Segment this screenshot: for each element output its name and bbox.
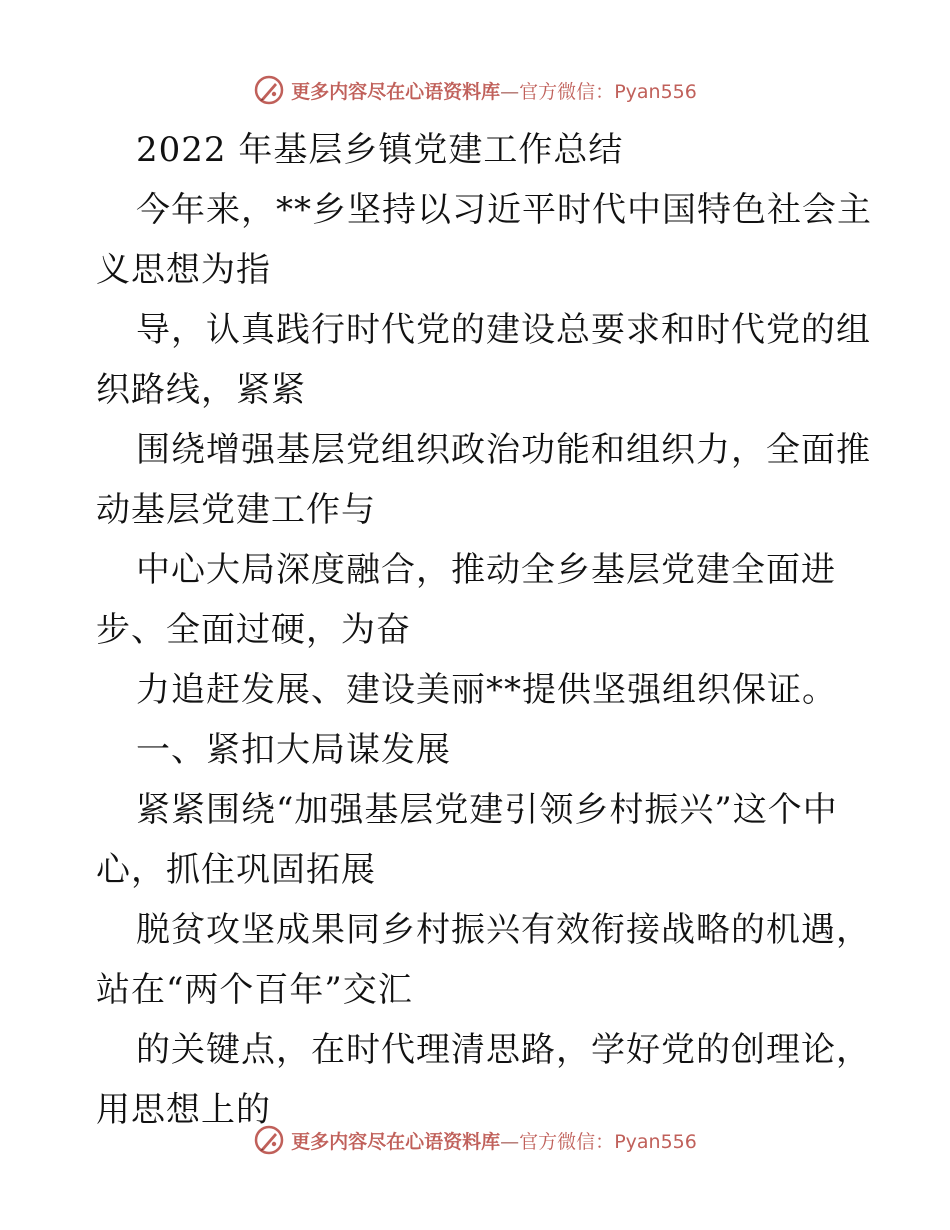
footer-watermark-content bbox=[253, 1124, 697, 1156]
document-line: 织路线，紧紧 bbox=[96, 370, 306, 410]
document-line: 用思想上的 bbox=[96, 1090, 271, 1130]
document-line: 导，认真践行时代党的建设总要求和时代党的组 bbox=[136, 310, 871, 350]
watermark-wechat-id: Pyan556 bbox=[614, 80, 697, 103]
document-line: 一、紧扣大局谋发展 bbox=[136, 730, 451, 770]
document-line: 2022 年基层乡镇党建工作总结 bbox=[136, 130, 624, 170]
header-watermark bbox=[0, 70, 950, 110]
document-line: 步、全面过硬，为奋 bbox=[96, 610, 411, 650]
document-line: 力追赶发展、建设美丽**提供坚强组织保证。 bbox=[136, 670, 837, 710]
quill-pen-logo-icon bbox=[253, 1124, 285, 1156]
watermark-part1: 更多内容尽在心语资料库 bbox=[291, 1130, 501, 1153]
header-watermark-content bbox=[253, 74, 697, 106]
document-line: 心，抓住巩固拓展 bbox=[96, 850, 376, 890]
document-line: 义思想为指 bbox=[96, 250, 271, 290]
header-watermark-text bbox=[291, 77, 697, 104]
watermark-separator: — bbox=[500, 80, 520, 103]
document-line: 站在“两个百年”交汇 bbox=[96, 970, 413, 1010]
document-body bbox=[96, 120, 876, 1140]
document-line: 动基层党建工作与 bbox=[96, 490, 376, 530]
footer-watermark-text bbox=[291, 1127, 697, 1154]
watermark-part2: 官方微信： bbox=[519, 80, 615, 103]
document-line: 脱贫攻坚成果同乡村振兴有效衔接战略的机遇， bbox=[136, 910, 871, 950]
document-line: 的关键点，在时代理清思路，学好党的创理论， bbox=[136, 1030, 871, 1070]
watermark-part1: 更多内容尽在心语资料库 bbox=[291, 80, 501, 103]
document-line: 紧紧围绕“加强基层党建引领乡村振兴”这个中 bbox=[136, 790, 838, 830]
watermark-part2: 官方微信： bbox=[519, 1130, 615, 1153]
watermark-wechat-id: Pyan556 bbox=[614, 1130, 697, 1153]
footer-watermark bbox=[0, 1120, 950, 1160]
watermark-separator: — bbox=[500, 1130, 520, 1153]
document-line: 围绕增强基层党组织政治功能和组织力，全面推 bbox=[136, 430, 871, 470]
document-line: 中心大局深度融合，推动全乡基层党建全面进 bbox=[136, 550, 836, 590]
document-line: 今年来，**乡坚持以习近平时代中国特色社会主 bbox=[136, 190, 872, 230]
quill-pen-logo-icon bbox=[253, 74, 285, 106]
